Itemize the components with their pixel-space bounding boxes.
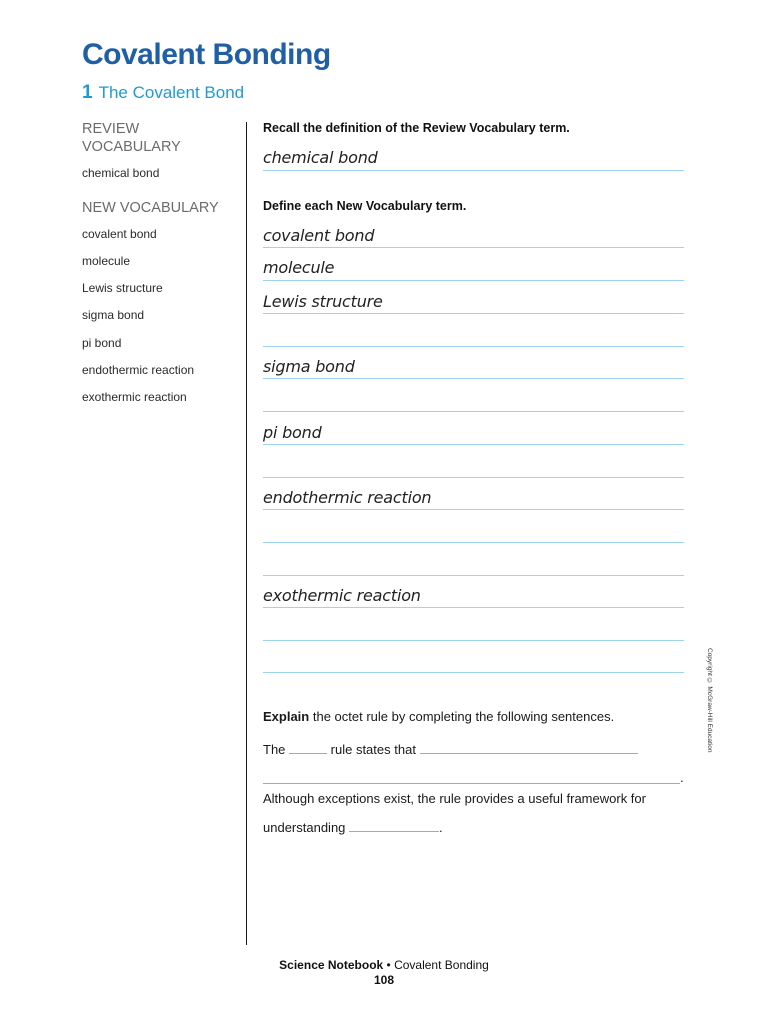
- sentence-3-end: .: [439, 820, 443, 835]
- writing-line[interactable]: [263, 509, 684, 510]
- blank-rule-statement-continued[interactable]: [263, 783, 680, 784]
- writing-line[interactable]: [263, 542, 684, 543]
- blank-rule-name[interactable]: [289, 742, 327, 754]
- footer-chapter: Covalent Bonding: [394, 958, 489, 972]
- writing-line[interactable]: [263, 607, 684, 608]
- writing-line[interactable]: [263, 346, 684, 347]
- sentence-1-start: The: [263, 742, 286, 757]
- page-title: Covalent Bonding: [82, 38, 331, 71]
- review-heading-line2: VOCABULARY: [82, 139, 181, 155]
- writing-line[interactable]: [263, 378, 684, 379]
- handwritten-molecule: molecule: [263, 258, 335, 277]
- sentence-3-start: understanding: [263, 820, 346, 835]
- sentence-1-period: .: [680, 770, 684, 785]
- new-vocabulary-heading: NEW VOCABULARY: [82, 200, 219, 216]
- new-instruction: Define each New Vocabulary term.: [263, 199, 467, 213]
- handwritten-covalent-bond: covalent bond: [263, 226, 375, 245]
- explain-rest: the octet rule by completing the following sentences.: [309, 709, 615, 724]
- review-vocabulary-heading: [82, 120, 181, 156]
- writing-line[interactable]: [263, 575, 684, 576]
- section-heading: [82, 82, 244, 104]
- new-term-sigma-bond: sigma bond: [82, 308, 145, 322]
- new-term-exothermic-reaction: exothermic reaction: [82, 390, 187, 404]
- column-divider: [246, 122, 247, 945]
- sentence-1-mid: rule states that: [330, 742, 416, 757]
- sentence-2: Although exceptions exist, the rule provides a useful framework for: [263, 791, 646, 806]
- review-instruction: Recall the definition of the Review Vocabulary term.: [263, 121, 570, 135]
- new-term-covalent-bond: covalent bond: [82, 227, 157, 241]
- writing-line[interactable]: [263, 170, 684, 171]
- writing-line[interactable]: [263, 313, 684, 314]
- writing-line[interactable]: [263, 477, 684, 478]
- handwritten-lewis-structure: Lewis structure: [263, 292, 383, 311]
- new-term-endothermic-reaction: endothermic reaction: [82, 363, 195, 377]
- explain-bold: Explain: [263, 709, 310, 724]
- section-number: 1: [82, 82, 93, 103]
- handwritten-sigma-bond: sigma bond: [263, 357, 355, 376]
- handwritten-chemical-bond: chemical bond: [263, 148, 378, 167]
- writing-line[interactable]: [263, 640, 684, 641]
- blank-rule-statement[interactable]: [420, 742, 638, 754]
- sentence-3: [263, 820, 443, 835]
- copyright-notice: Copyright © McGraw-Hill Education: [706, 648, 713, 753]
- page-number: 108: [373, 973, 395, 987]
- new-term-lewis-structure: Lewis structure: [82, 281, 163, 295]
- sentence-1: [263, 742, 693, 757]
- footer-book-title: [0, 958, 768, 972]
- writing-line[interactable]: [263, 247, 684, 248]
- writing-line[interactable]: [263, 444, 684, 445]
- review-heading-line1: REVIEW: [82, 121, 140, 137]
- review-term-chemical-bond: chemical bond: [82, 166, 160, 180]
- handwritten-pi-bond: pi bond: [263, 423, 322, 442]
- writing-line[interactable]: [263, 411, 684, 412]
- writing-line[interactable]: [263, 672, 684, 673]
- footer-book: Science Notebook: [279, 958, 384, 972]
- footer-separator: •: [383, 958, 395, 972]
- writing-line[interactable]: [263, 280, 684, 281]
- section-title: The Covalent Bond: [98, 83, 245, 102]
- handwritten-exothermic-reaction: exothermic reaction: [263, 586, 421, 605]
- new-term-pi-bond: pi bond: [82, 336, 122, 350]
- blank-understanding[interactable]: [349, 820, 439, 832]
- new-term-molecule: molecule: [82, 254, 131, 268]
- handwritten-endothermic-reaction: endothermic reaction: [263, 488, 432, 507]
- explain-instruction: [263, 709, 614, 724]
